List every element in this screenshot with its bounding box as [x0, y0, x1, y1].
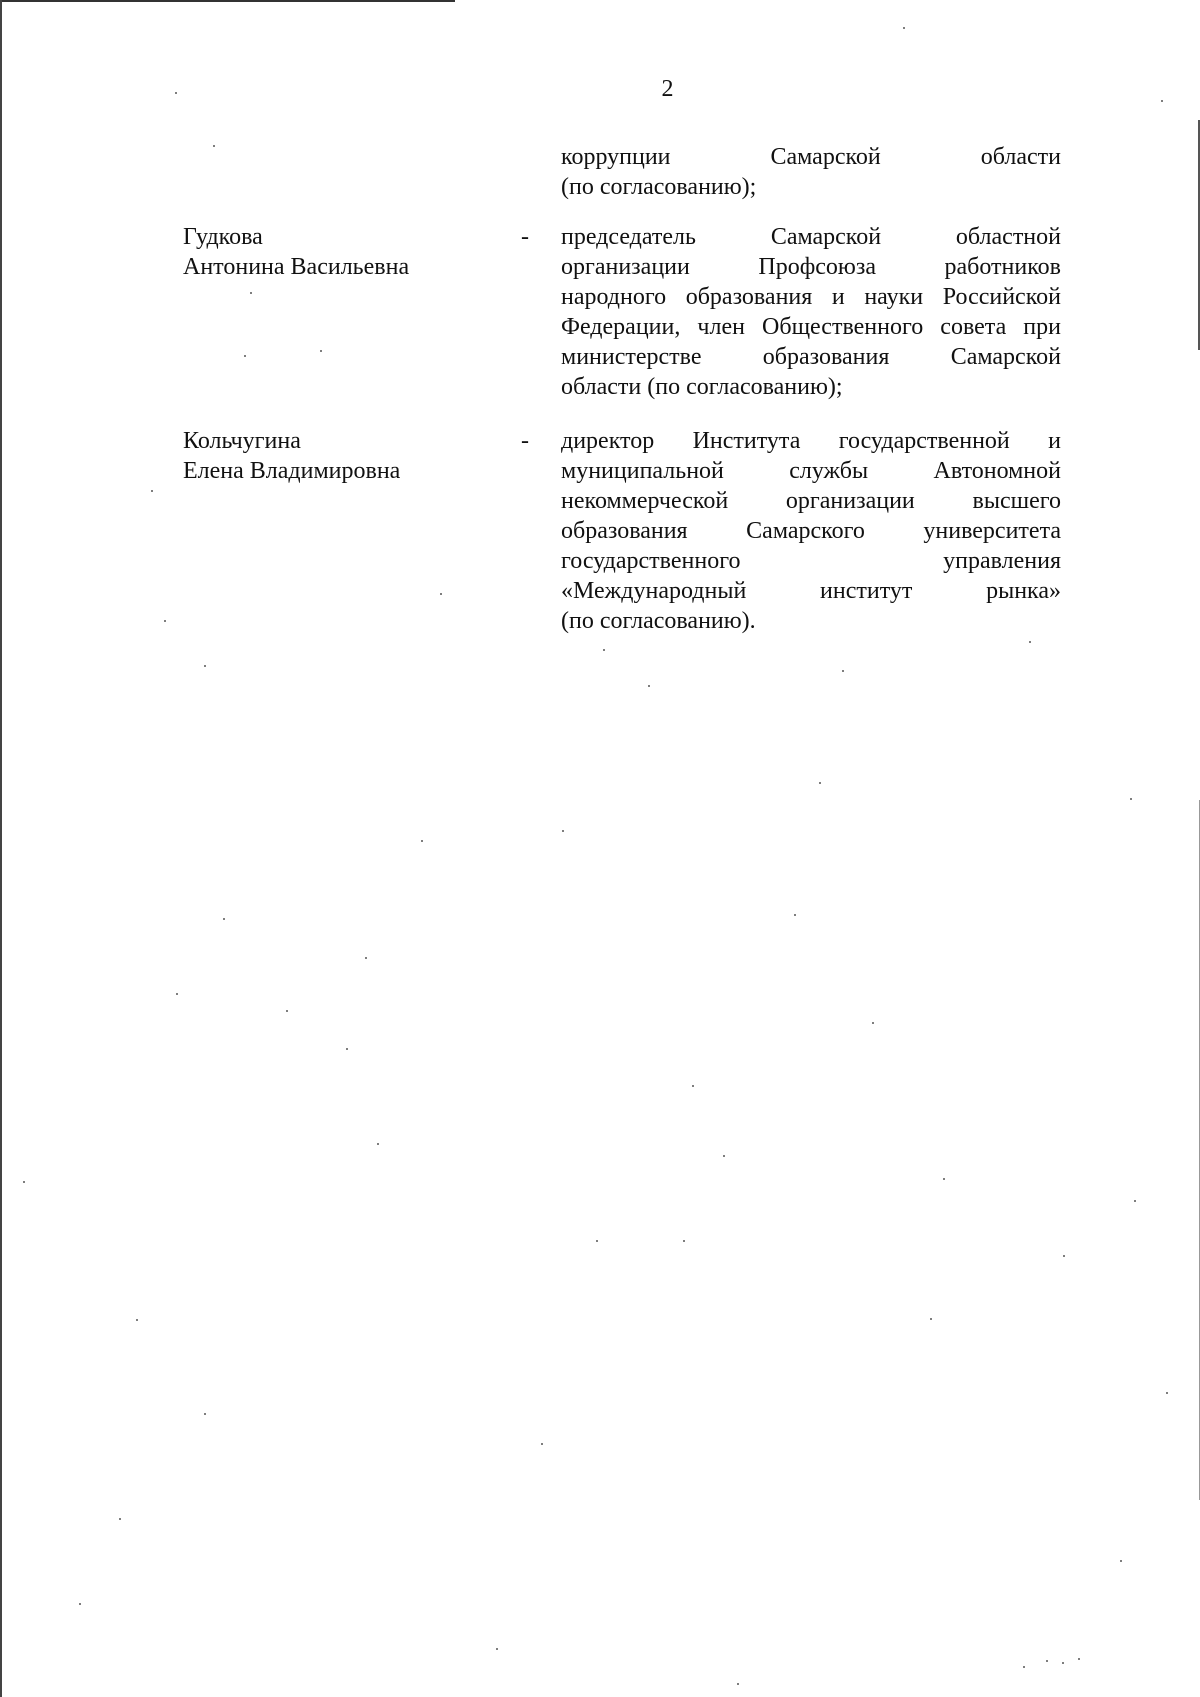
scan-speck — [541, 1443, 543, 1445]
scan-speck — [683, 1240, 685, 1242]
text-line: Федерации, член Общественного совета при — [561, 314, 1061, 340]
scan-speck — [1029, 641, 1031, 643]
scan-speck — [872, 1022, 874, 1024]
scan-speck — [1120, 1560, 1122, 1562]
scan-speck — [213, 145, 215, 147]
member-given-name: Антонина Васильевна — [183, 254, 410, 280]
text-line: организации Профсоюза работников — [561, 254, 1061, 280]
text-line: некоммерческой организации высшего — [561, 488, 1061, 514]
scan-speck — [903, 27, 905, 29]
scan-speck — [842, 670, 844, 672]
text-line: директор Института государственной и — [561, 428, 1061, 454]
member-given-name: Елена Владимировна — [183, 458, 401, 484]
scan-speck — [1166, 1392, 1168, 1394]
scan-speck — [930, 1318, 932, 1320]
scan-speck — [175, 92, 177, 94]
scan-speck — [819, 782, 821, 784]
text-line: «Международный институт рынка» — [561, 578, 1061, 604]
scan-speck — [723, 1155, 725, 1157]
page-number: 2 — [661, 76, 674, 102]
dash-separator: - — [521, 428, 529, 454]
scan-speck — [223, 918, 225, 920]
member-surname: Гудкова — [183, 224, 263, 250]
scan-speck — [204, 665, 206, 667]
scan-speck — [737, 1683, 739, 1685]
scan-speck — [1063, 1255, 1065, 1257]
scan-speck — [603, 649, 605, 651]
scan-speck — [1078, 1658, 1080, 1660]
scan-speck — [136, 1319, 138, 1321]
scan-speck — [1062, 1662, 1064, 1664]
text-line: (по согласованию). — [561, 608, 756, 634]
scan-speck — [79, 1603, 81, 1605]
scan-speck — [204, 1413, 206, 1415]
scan-speck — [648, 685, 650, 687]
text-line: государственного управления — [561, 548, 1061, 574]
member-position — [561, 426, 1061, 636]
scan-speck — [1161, 100, 1163, 102]
scan-edge-top — [0, 0, 455, 2]
continuation-text — [561, 142, 1061, 202]
text-line: председатель Самарской областной — [561, 224, 1061, 250]
scan-speck — [250, 292, 252, 294]
scan-speck — [377, 1143, 379, 1145]
member-name — [183, 426, 513, 486]
text-line: области (по согласованию); — [561, 374, 843, 400]
scan-speck — [365, 957, 367, 959]
dash-separator: - — [521, 224, 529, 250]
text-line: коррупции Самарской области — [561, 144, 1061, 170]
scan-speck — [151, 490, 153, 492]
scan-speck — [596, 1240, 598, 1242]
scan-speck — [440, 593, 442, 595]
scan-speck — [244, 355, 246, 357]
member-name — [183, 222, 513, 282]
text-line: (по согласованию); — [561, 174, 757, 200]
scan-speck — [794, 914, 796, 916]
scan-speck — [496, 1648, 498, 1650]
scan-speck — [692, 1085, 694, 1087]
scan-speck — [943, 1178, 945, 1180]
text-line: министерстве образования Самарской — [561, 344, 1061, 370]
scan-speck — [164, 620, 166, 622]
scan-speck — [1046, 1660, 1048, 1662]
scan-speck — [1134, 1200, 1136, 1202]
text-line: народного образования и науки Российской — [561, 284, 1061, 310]
member-surname: Кольчугина — [183, 428, 301, 454]
scan-speck — [562, 830, 564, 832]
scan-speck — [1130, 798, 1132, 800]
text-line: образования Самарского университета — [561, 518, 1061, 544]
member-position — [561, 222, 1061, 402]
scan-speck — [176, 993, 178, 995]
scan-speck — [346, 1048, 348, 1050]
scan-speck — [23, 1181, 25, 1183]
scan-edge-left — [0, 0, 2, 1697]
scan-speck — [119, 1518, 121, 1520]
scan-speck — [421, 840, 423, 842]
scan-speck — [286, 1010, 288, 1012]
scan-speck — [1023, 1666, 1025, 1668]
text-line: муниципальной службы Автономной — [561, 458, 1061, 484]
scan-speck — [320, 350, 322, 352]
